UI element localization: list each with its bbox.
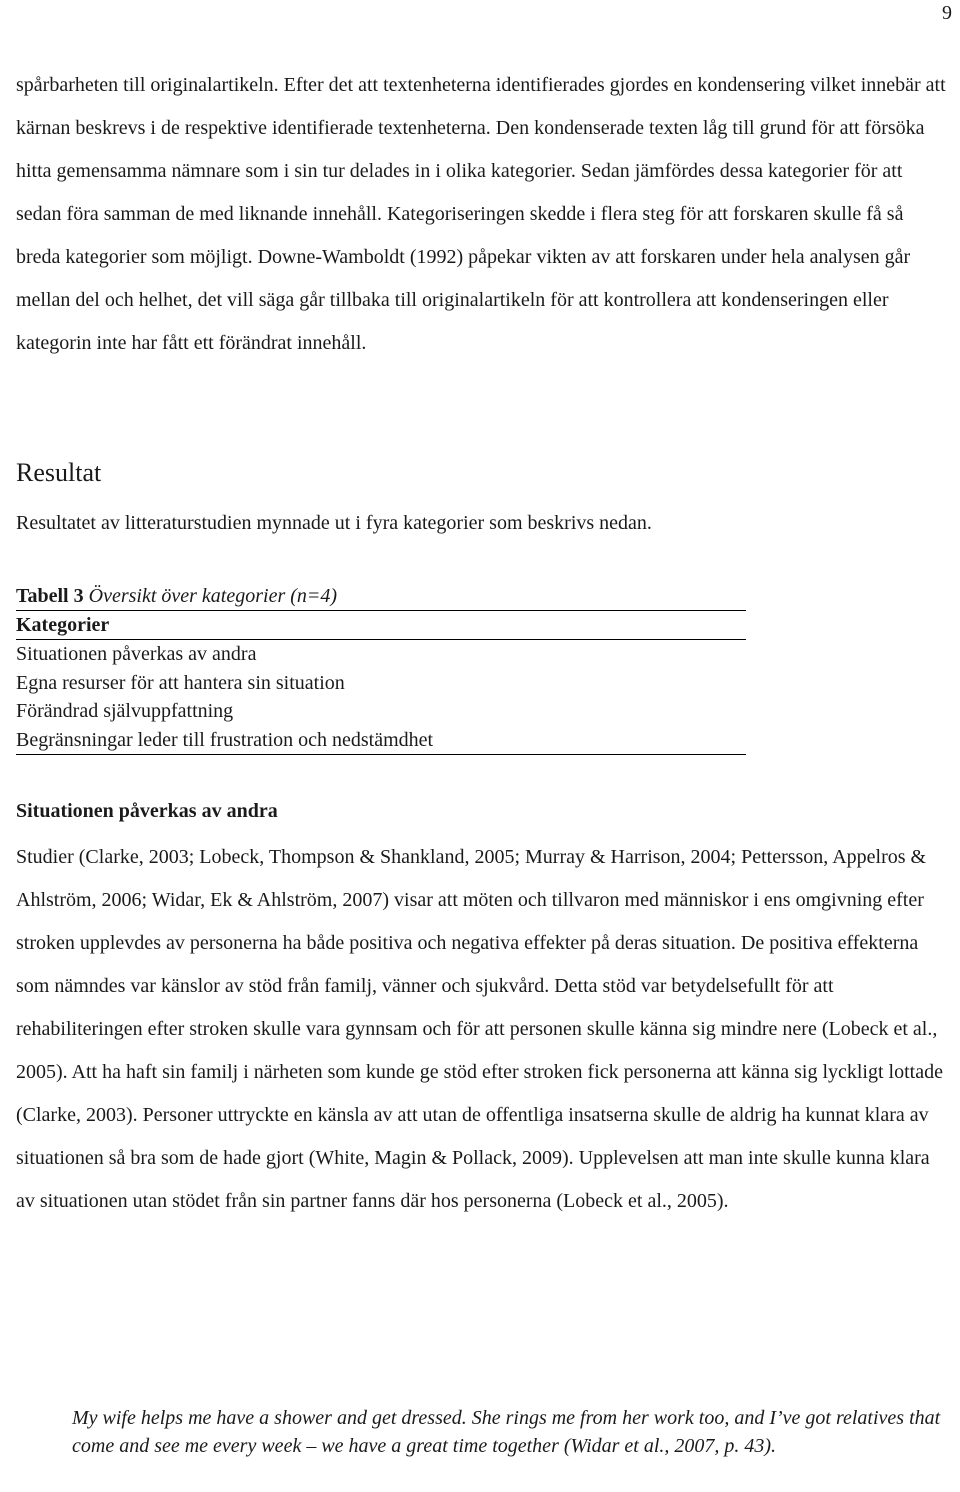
table-row: Egna resurser för att hantera sin situation <box>16 671 345 694</box>
table-label: Tabell 3 <box>16 585 84 607</box>
body-paragraph-situation: Studier (Clarke, 2003; Lobeck, Thompson & Shankland, 2005; Murray & Harrison, 2004; Pettersson, Appelros & Ahlström, 2006; Widar, Ek & Ahlström, 2007) visar att möten och tillvaron med människor i ens omgivning efter stroken upplevdes av personerna ha både positiva och negativa effekter på deras situation. De positiva effekterna som nämndes var känslor av stöd från familj, vänner och sjukvård. Detta stöd var betydelsefullt för att rehabiliteringen efter stroken skulle vara gynnsam och för att personen skulle känna sig mindre nere (Lobeck et al., 2005). Att ha haft sin familj i närheten som kunde ge stöd efter stroken fick personerna att känna sig lyckligt lottade (Clarke, 2003). Personer uttryckte en känsla av att utan de offentliga insatserna skulle de aldrig ha kunnat klara av situationen så bra som de hade gjort (White, Magin & Pollack, 2009). Upplevelsen att man inte skulle kunna klara av situationen utan stödet från sin partner fanns där hos personerna (Lobeck et al., 2005). <box>16 846 943 1212</box>
body-paragraph-method: spårbarheten till originalartikeln. Efter det att textenheterna identifierades gjordes en kondensering vilket innebär att kärnan beskrevs i de respektive identifierade textenheterna. Den kondenserade texten låg till grund för att försöka hitta gemensamma nämnare som i sin tur delades in i olika kategorier. Sedan jämfördes dessa kategorier för att sedan föra samman de med liknande innehåll. Kategoriseringen skedde i flera steg för att forskaren skulle få så breda kategorier som möjligt. Downe-Wamboldt (1992) påpekar vikten av att forskaren under hela analysen går mellan del och helhet, det vill säga går tillbaka till originalartikeln för att kontrollera att kondenseringen eller kategorin inte har fått ett förändrat innehåll. <box>16 74 946 354</box>
table-title: Översikt över kategorier (n=4) <box>88 585 338 607</box>
block-quote: My wife helps me have a shower and get dressed. She rings me from her work too, and I’ve got relatives that come and see me every week – we have a great time together (Widar et al., 2007, p. 43). <box>72 1407 941 1457</box>
subsection-heading: Situationen påverkas av andra <box>16 800 278 822</box>
body-paragraph-result-intro: Resultatet av litteraturstudien mynnade ut i fyra kategorier som beskrivs nedan. <box>16 512 652 534</box>
table-row: Situationen påverkas av andra <box>16 643 257 665</box>
categories-table <box>16 582 746 755</box>
section-heading-resultat: Resultat <box>16 458 102 487</box>
table-row: Begränsningar leder till frustration och nedstämdhet <box>16 728 434 751</box>
table-header: Kategorier <box>16 611 746 640</box>
table-caption <box>16 582 746 611</box>
table-body <box>16 640 746 755</box>
table-row: Förändrad självuppfattning <box>16 700 234 722</box>
page-number: 9 <box>942 2 952 24</box>
